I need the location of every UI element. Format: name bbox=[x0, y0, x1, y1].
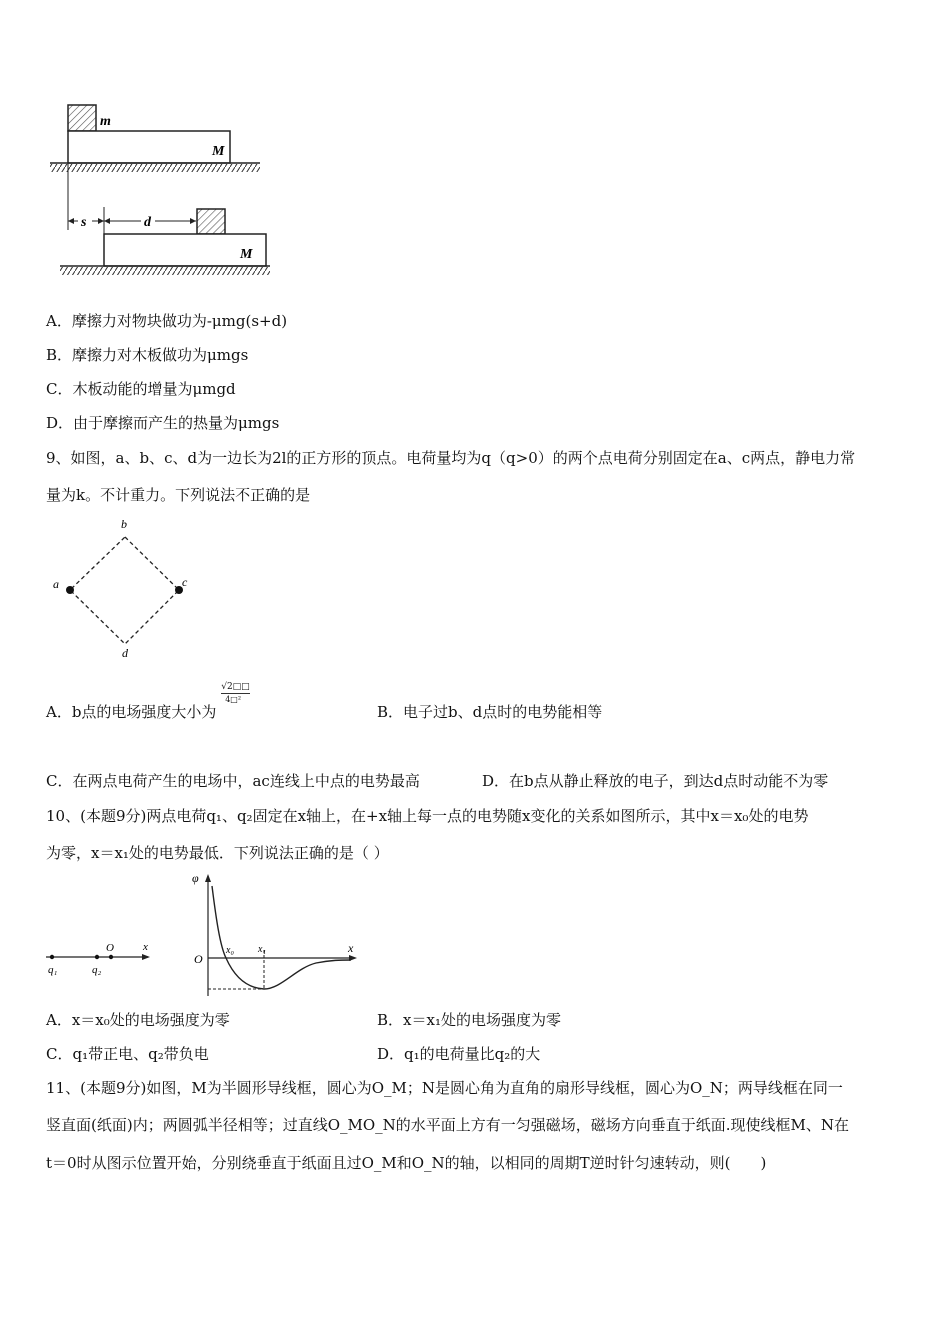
potential-curve bbox=[212, 886, 351, 989]
q8-option-b: B．摩擦力对木板做功为μmgs bbox=[46, 346, 249, 364]
q9-option-c: C．在两点电荷产生的电场中，ac连线上中点的电势最高 bbox=[46, 772, 420, 790]
small-block-m-bottom bbox=[197, 209, 225, 234]
charge-axis-figure bbox=[42, 935, 157, 980]
q9-option-d: D．在b点从静止释放的电子，到达d点时动能不为零 bbox=[482, 772, 829, 790]
block-board-figure bbox=[40, 95, 280, 290]
square-charges-figure bbox=[45, 512, 205, 662]
charge-a bbox=[66, 586, 74, 594]
q10-stem-line1: 10、(本题9分)两点电荷q₁、q₂固定在x轴上，在+x轴上每一点的电势随x变化的关系如图所示，其中x＝x₀处的电势 bbox=[46, 807, 809, 825]
q9-option-a-text: A．b点的电场强度大小为 bbox=[46, 703, 217, 721]
q10-option-d: D．q₁的电荷量比q₂的大 bbox=[377, 1045, 541, 1063]
board-M-top bbox=[68, 131, 230, 163]
axis-label-O: O bbox=[106, 942, 114, 954]
q9-stem-line1: 9、如图，a、b、c、d为一边长为2l的正方形的顶点。电荷量均为q（q>0）的两个点电荷分别固定在a、c两点，静电力常 bbox=[46, 449, 856, 467]
vertex-label-d: d bbox=[122, 646, 128, 660]
q11-stem-line3: t＝0时从图示位置开始，分别绕垂直于纸面且过O_M和O_N的轴，以相同的周期T逆时针匀速转动，则( ) bbox=[46, 1154, 767, 1172]
small-block-m-top bbox=[68, 105, 96, 131]
vertex-label-a: a bbox=[53, 577, 59, 591]
label-s: s bbox=[81, 215, 87, 230]
potential-graph bbox=[186, 868, 361, 1003]
vertex-label-b: b bbox=[121, 517, 127, 531]
graph-label-x: x bbox=[348, 941, 354, 955]
q11-stem-line2: 竖直面(纸面)内；两圆弧半径相等；过直线O_MO_N的水平面上方有一匀强磁场，磁场方向垂直于纸面.现使线框M、N在 bbox=[46, 1116, 850, 1134]
graph-label-x1: x₁ bbox=[258, 944, 266, 955]
q9-stem-line2: 量为k。不计重力。下列说法不正确的是 bbox=[46, 486, 311, 504]
label-M-bottom: M bbox=[240, 247, 253, 262]
q11-stem-line1: 11、(本题9分)如图，M为半圆形导线框，圆心为O_M；N是圆心角为直角的扇形导线框，圆心为O_N；两导线框在同一 bbox=[46, 1079, 843, 1097]
charge-q2 bbox=[95, 955, 99, 959]
graph-label-x0: x₀ bbox=[226, 945, 234, 956]
q9-option-b: B．电子过b、d点时的电势能相等 bbox=[377, 703, 603, 721]
graph-label-phi: φ bbox=[192, 871, 199, 885]
origin-point bbox=[109, 955, 113, 959]
axis-label-x: x bbox=[143, 941, 148, 953]
label-m: m bbox=[100, 114, 111, 129]
q9-option-a bbox=[46, 682, 255, 722]
axis-label-q2: q₂ bbox=[92, 964, 102, 976]
q8-option-a: A．摩擦力对物块做功为-μmg(s+d) bbox=[46, 312, 288, 330]
q9-option-a-formula bbox=[221, 682, 255, 706]
q10-option-a: A．x＝x₀处的电场强度为零 bbox=[46, 1011, 230, 1029]
q10-stem-line2: 为零，x＝x₁处的电势最低．下列说法正确的是（ ） bbox=[46, 844, 389, 862]
charge-q1 bbox=[50, 955, 54, 959]
q10-option-c: C．q₁带正电、q₂带负电 bbox=[46, 1045, 209, 1063]
vertex-label-c: c bbox=[182, 575, 188, 589]
axis-label-q1: q₁ bbox=[48, 964, 58, 976]
q8-option-d: D．由于摩擦而产生的热量为μmgs bbox=[46, 414, 280, 432]
label-M-top: M bbox=[212, 144, 225, 159]
graph-label-O: O bbox=[194, 952, 203, 966]
label-d: d bbox=[144, 215, 151, 230]
formula-numerator: √2□□ bbox=[221, 682, 250, 692]
q10-option-b: B．x＝x₁处的电场强度为零 bbox=[377, 1011, 561, 1029]
formula-denominator: 4□² bbox=[225, 695, 242, 704]
q8-option-c: C．木板动能的增量为μmgd bbox=[46, 380, 236, 398]
